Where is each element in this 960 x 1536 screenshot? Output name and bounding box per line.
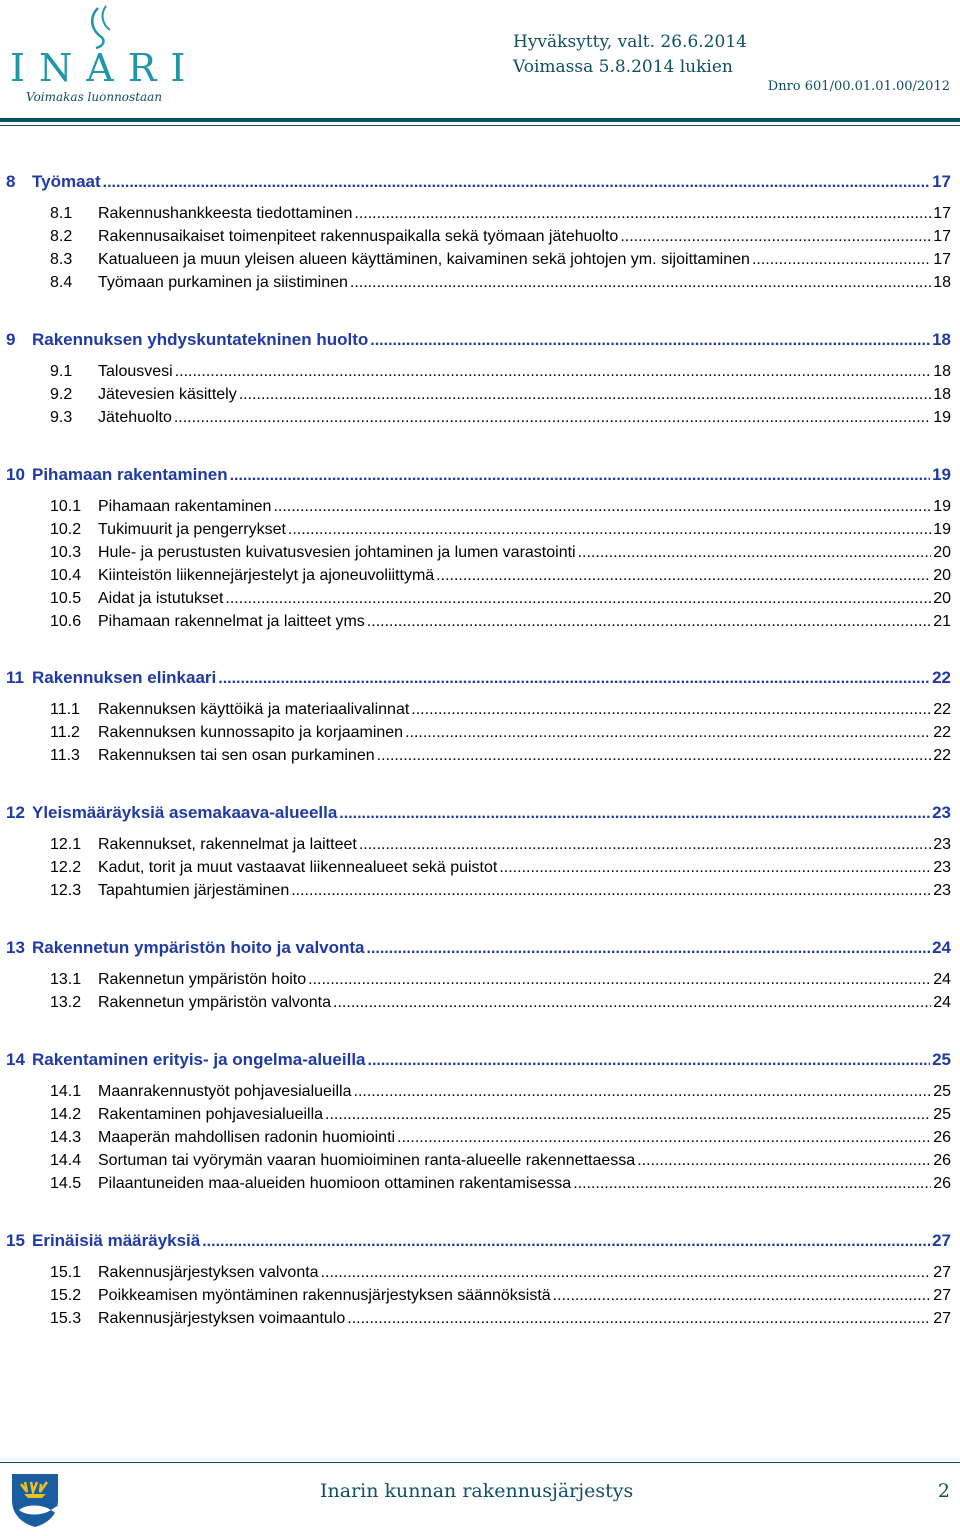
dot-leader — [637, 1153, 931, 1169]
toc-page: 20 — [933, 590, 951, 607]
toc-page: 25 — [933, 1106, 951, 1123]
toc-page: 17 — [933, 228, 951, 245]
toc-number: 10.3 — [50, 544, 82, 561]
toc-page: 25 — [933, 1083, 951, 1100]
toc-section[interactable] — [0, 274, 960, 292]
toc-chapter[interactable] — [0, 172, 960, 192]
toc-title: Aidat ja istutukset — [98, 590, 224, 607]
inari-logo — [6, 2, 200, 106]
toc-number: 11.2 — [50, 724, 80, 741]
toc-number: 13.1 — [50, 971, 82, 988]
toc-title: Talousvesi — [98, 363, 173, 380]
toc-number: 12.3 — [50, 882, 82, 899]
footer-page-number: 2 — [937, 1480, 950, 1502]
header-divider-thin — [0, 125, 960, 126]
toc-chapter[interactable] — [0, 465, 960, 485]
toc-title: Rakennetun ympäristön valvonta — [98, 994, 332, 1011]
toc-page: 24 — [933, 994, 951, 1011]
dot-leader — [553, 1288, 932, 1304]
toc-section[interactable] — [0, 521, 960, 539]
toc-page: 19 — [932, 465, 951, 484]
toc-title: Poikkeamisen myöntäminen rakennusjärjestyksen säännöksistä — [98, 1287, 551, 1304]
dot-leader — [573, 1176, 931, 1192]
toc-page: 18 — [933, 274, 951, 291]
toc-number: 8.2 — [50, 228, 73, 245]
toc-title: Rakennusjärjestyksen voimaantulo — [98, 1310, 346, 1327]
toc-page: 27 — [933, 1310, 951, 1327]
toc-page: 25 — [932, 1050, 951, 1069]
toc-section[interactable] — [0, 613, 960, 631]
toc-section[interactable] — [0, 724, 960, 742]
toc-title: Rakennuksen elinkaari — [32, 668, 217, 687]
toc-page: 22 — [933, 747, 951, 764]
toc-title: Rakennetun ympäristön hoito ja valvonta — [32, 938, 365, 957]
toc-number: 8.3 — [50, 251, 73, 268]
toc-title: Rakennusjärjestyksen valvonta — [98, 1264, 319, 1281]
toc-section[interactable] — [0, 1310, 960, 1328]
dot-leader — [752, 252, 931, 268]
dot-leader — [225, 591, 931, 607]
toc-section[interactable] — [0, 1264, 960, 1282]
toc-section[interactable] — [0, 498, 960, 516]
approval-info — [513, 30, 747, 80]
toc-page: 19 — [933, 409, 951, 426]
toc-page: 27 — [932, 1231, 951, 1250]
dot-leader — [370, 333, 930, 349]
toc-title: Rakennukset, rakennelmat ja laitteet — [98, 836, 357, 853]
coat-of-arms-icon — [6, 1470, 64, 1528]
toc-chapter[interactable] — [0, 1231, 960, 1251]
toc-page: 19 — [933, 521, 951, 538]
toc-number: 14.2 — [50, 1106, 82, 1123]
toc-number: 10.4 — [50, 567, 82, 584]
toc-page: 19 — [933, 498, 951, 515]
toc-page: 17 — [932, 172, 951, 191]
toc-section[interactable] — [0, 386, 960, 404]
toc-title: Tapahtumien järjestäminen — [98, 882, 290, 899]
toc-section[interactable] — [0, 1152, 960, 1170]
toc-number: 13.2 — [50, 994, 82, 1011]
toc-page: 22 — [933, 701, 951, 718]
toc-title: Rakennuksen kunnossapito ja korjaaminen — [98, 724, 404, 741]
toc-number: 10.1 — [50, 498, 82, 515]
toc-page: 18 — [933, 386, 951, 403]
toc-section[interactable] — [0, 859, 960, 877]
toc-title: Hule- ja perustusten kuivatusvesien johtaminen ja lumen varastointi — [98, 544, 576, 561]
toc-number: 10.2 — [50, 521, 82, 538]
toc-page: 18 — [932, 330, 951, 349]
toc-number: 12.1 — [50, 836, 82, 853]
toc-section[interactable] — [0, 747, 960, 765]
valid-date: Voimassa 5.8.2014 lukien — [513, 57, 733, 77]
dot-leader — [368, 1053, 931, 1069]
toc-chapter[interactable] — [0, 668, 960, 688]
dot-leader — [354, 1084, 932, 1100]
dot-leader — [350, 275, 931, 291]
dot-leader — [411, 702, 931, 718]
toc-section[interactable] — [0, 1106, 960, 1124]
toc-section[interactable] — [0, 1083, 960, 1101]
toc-title: Kiinteistön liikennejärjestelyt ja ajoneuvoliittymä — [98, 567, 435, 584]
toc-section[interactable] — [0, 701, 960, 719]
toc-page: 23 — [933, 882, 951, 899]
toc-title: Rakennuksen käyttöikä ja materiaalivalinnat — [98, 701, 410, 718]
toc-number: 12.2 — [50, 859, 82, 876]
toc-title: Rakennuksen tai sen osan purkaminen — [98, 747, 375, 764]
toc-page: 20 — [933, 567, 951, 584]
toc-section[interactable] — [0, 205, 960, 223]
dot-leader — [354, 206, 931, 222]
dot-leader — [499, 860, 931, 876]
toc-number: 8 — [6, 172, 16, 191]
toc-title: Pilaantuneiden maa-alueiden huomioon ottaminen rakentamisessa — [98, 1175, 572, 1192]
toc-title: Jätehuolto — [98, 409, 172, 426]
toc-title: Pihamaan rakennelmat ja laitteet yms — [98, 613, 365, 630]
dot-leader — [273, 499, 931, 515]
toc-section[interactable] — [0, 971, 960, 989]
toc-title: Työmaan purkaminen ja siistiminen — [98, 274, 348, 291]
toc-section[interactable] — [0, 882, 960, 900]
toc-number: 11.3 — [50, 747, 80, 764]
dot-leader — [325, 1107, 931, 1123]
dot-leader — [377, 748, 932, 764]
toc-page: 27 — [933, 1287, 951, 1304]
toc-title: Maanrakennustyöt pohjavesialueilla — [98, 1083, 352, 1100]
dot-leader — [367, 941, 931, 957]
toc-page: 17 — [933, 251, 951, 268]
dot-leader — [347, 1311, 931, 1327]
toc-number: 11 — [6, 668, 24, 687]
toc-number: 10 — [6, 465, 25, 484]
dot-leader — [333, 995, 931, 1011]
dot-leader — [405, 725, 931, 741]
toc-page: 23 — [933, 836, 951, 853]
toc-title: Pihamaan rakentaminen — [98, 498, 272, 515]
toc-number: 14.4 — [50, 1152, 82, 1169]
toc-title: Erinäisiä määräyksiä — [32, 1231, 201, 1250]
toc-number: 9.3 — [50, 409, 73, 426]
logo-slogan: Voimakas luonnostaan — [26, 90, 163, 104]
toc-number: 9.2 — [50, 386, 73, 403]
dot-leader — [239, 387, 931, 403]
toc-section[interactable] — [0, 544, 960, 562]
toc-title: Tukimuurit ja pengerrykset — [98, 521, 286, 538]
toc-number: 12 — [6, 803, 25, 822]
toc-section[interactable] — [0, 228, 960, 246]
toc-page: 21 — [933, 613, 951, 630]
toc-title: Maaperän mahdollisen radonin huomiointi — [98, 1129, 396, 1146]
toc-title: Rakentaminen pohjavesialueilla — [98, 1106, 324, 1123]
toc-title: Rakennushankkeesta tiedottaminen — [98, 205, 353, 222]
toc-title: Rakennuksen yhdyskuntatekninen huolto — [32, 330, 369, 349]
toc-chapter[interactable] — [0, 803, 960, 823]
toc-section[interactable] — [0, 1129, 960, 1147]
toc-page: 20 — [933, 544, 951, 561]
dot-leader — [175, 364, 932, 380]
toc-page: 26 — [933, 1175, 951, 1192]
toc-title: Katualueen ja muun yleisen alueen käyttäminen, kaivaminen sekä johtojen ym. sijoittaminen — [98, 251, 750, 268]
toc-page: 23 — [932, 803, 951, 822]
toc-title: Rakennusaikaiset toimenpiteet rakennuspaikalla sekä työmaan jätehuolto — [98, 228, 619, 245]
dot-leader — [174, 410, 931, 426]
toc-section[interactable] — [0, 1287, 960, 1305]
header-divider — [0, 118, 960, 122]
toc-page: 24 — [932, 938, 951, 957]
toc-title: Sortuman tai vyörymän vaaran huomioiminen ranta-alueelle rakennettaessa — [98, 1152, 636, 1169]
document-number: Dnro 601/00.01.01.00/2012 — [767, 79, 950, 94]
toc-number: 14.1 — [50, 1083, 82, 1100]
toc-number: 14 — [6, 1050, 25, 1069]
toc-section[interactable] — [0, 567, 960, 585]
footer-title: Inarin kunnan rakennusjärjestys — [320, 1480, 634, 1502]
toc-chapter[interactable] — [0, 1050, 960, 1070]
toc-number: 15 — [6, 1231, 25, 1250]
dot-leader — [339, 806, 930, 822]
dot-leader — [397, 1130, 931, 1146]
dot-leader — [367, 614, 931, 630]
toc-title: Rakennetun ympäristön hoito — [98, 971, 307, 988]
dot-leader — [321, 1265, 932, 1281]
toc-page: 23 — [933, 859, 951, 876]
toc-page: 22 — [933, 724, 951, 741]
toc-title: Kadut, torit ja muut vastaavat liikennealueet sekä puistot — [98, 859, 498, 876]
dot-leader — [620, 229, 931, 245]
toc-section[interactable] — [0, 994, 960, 1012]
toc-title: Työmaat — [32, 172, 101, 191]
toc-number: 14.5 — [50, 1175, 82, 1192]
toc-chapter[interactable] — [0, 330, 960, 350]
toc-section[interactable] — [0, 363, 960, 381]
dot-leader — [308, 972, 931, 988]
dot-leader — [291, 883, 931, 899]
toc-page: 18 — [933, 363, 951, 380]
toc-page: 27 — [933, 1264, 951, 1281]
toc-page: 22 — [932, 668, 951, 687]
toc-section[interactable] — [0, 409, 960, 427]
toc-number: 8.1 — [50, 205, 73, 222]
toc-chapter[interactable] — [0, 938, 960, 958]
dot-leader — [436, 568, 931, 584]
toc-page: 17 — [933, 205, 951, 222]
dot-leader — [359, 837, 931, 853]
toc-number: 15.2 — [50, 1287, 82, 1304]
footer-divider — [0, 1462, 960, 1463]
toc-section[interactable] — [0, 1175, 960, 1193]
dot-leader — [103, 175, 930, 191]
dot-leader — [218, 671, 930, 687]
toc-number: 9 — [6, 330, 16, 349]
dot-leader — [230, 468, 931, 484]
toc-page: 26 — [933, 1152, 951, 1169]
toc-number: 14.3 — [50, 1129, 82, 1146]
dot-leader — [578, 545, 932, 561]
toc-title: Rakentaminen erityis- ja ongelma-alueilla — [32, 1050, 366, 1069]
toc-number: 10.6 — [50, 613, 82, 630]
toc-section[interactable] — [0, 836, 960, 854]
toc-page: 24 — [933, 971, 951, 988]
toc-title: Jätevesien käsittely — [98, 386, 237, 403]
toc-section[interactable] — [0, 251, 960, 269]
toc-page: 26 — [933, 1129, 951, 1146]
toc-number: 13 — [6, 938, 25, 957]
toc-number: 10.5 — [50, 590, 82, 607]
logo-word: INARI — [10, 46, 200, 90]
toc-section[interactable] — [0, 590, 960, 608]
toc-number: 15.1 — [50, 1264, 82, 1281]
dot-leader — [288, 522, 931, 538]
approved-date: Hyväksytty, valt. 26.6.2014 — [513, 32, 747, 52]
toc-number: 15.3 — [50, 1310, 82, 1327]
toc-number: 9.1 — [50, 363, 73, 380]
toc-title: Pihamaan rakentaminen — [32, 465, 228, 484]
dot-leader — [202, 1234, 930, 1250]
toc-number: 8.4 — [50, 274, 73, 291]
toc-number: 11.1 — [50, 701, 80, 718]
toc-title: Yleismääräyksiä asemakaava-alueella — [32, 803, 338, 822]
